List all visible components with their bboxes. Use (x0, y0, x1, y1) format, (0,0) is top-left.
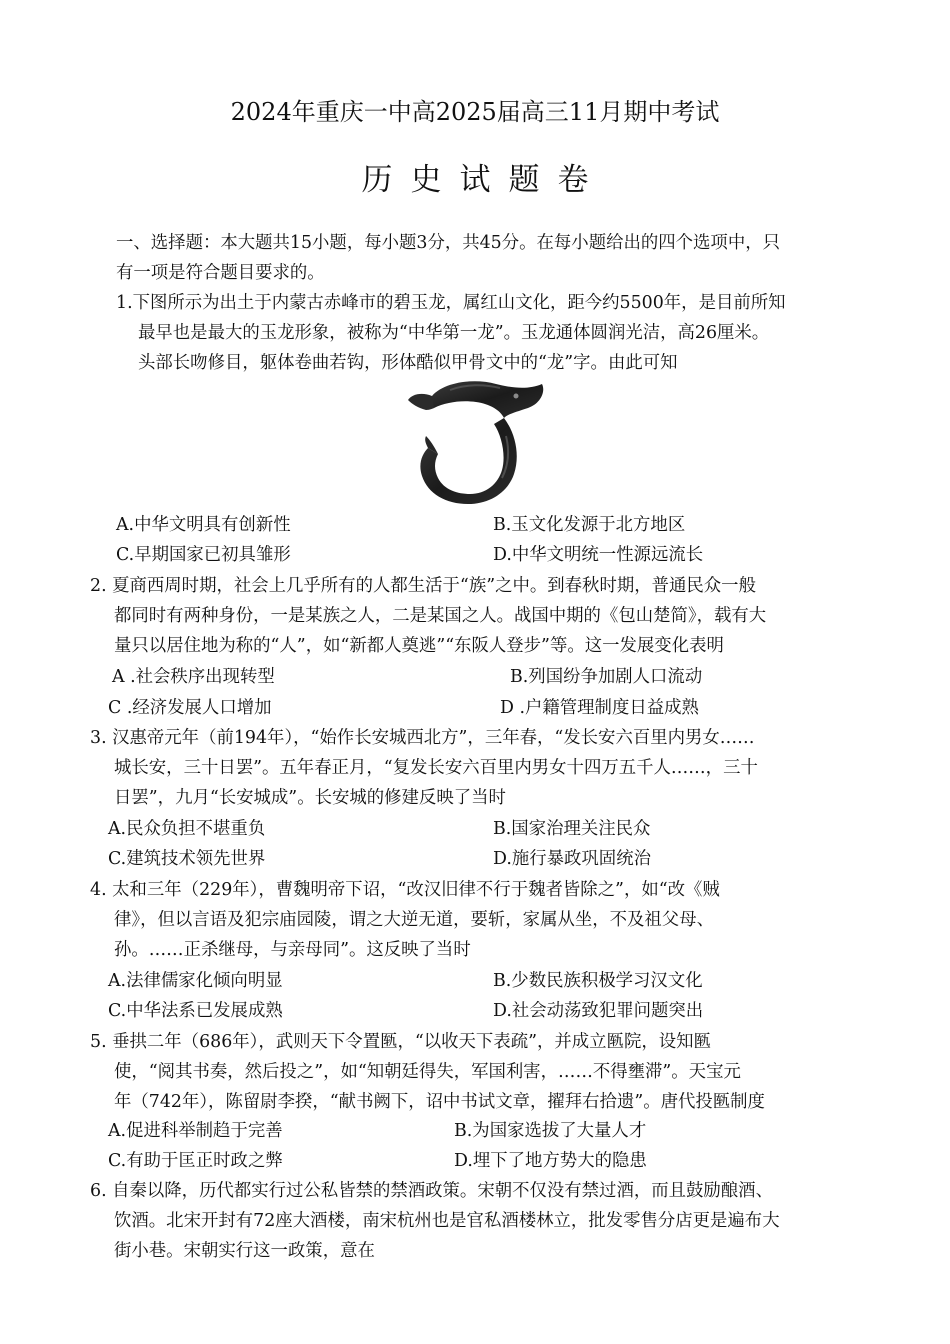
q5-line1: 5. 垂拱二年（686年），武则天下令置匦，“以收天下表疏”，并成立匦院，设知匦 (90, 1032, 711, 1052)
q4-line2: 律》，但以言语及犯宗庙园陵，谓之大逆无道，要斩，家属从坐，不及祖父母、 (114, 910, 714, 930)
q3-line2: 城长安，三十日罢”。五年春正月，“复发长安六百里内男女十四万五千人……，三十 (114, 758, 758, 778)
q1-option-d: D.中华文明统一性源远流长 (493, 545, 704, 565)
q3-option-b: B.国家治理关注民众 (493, 819, 651, 839)
q1-option-a: A.中华文明具有创新性 (116, 515, 291, 535)
q4-line1: 4. 太和三年（229年），曹魏明帝下诏，“改汉旧律不行于魏者皆除之”，如“改《贼 (90, 880, 720, 900)
q2-line2: 都同时有两种身份，一是某族之人，二是某国之人。战国中期的《包山楚简》，载有大 (114, 606, 767, 626)
q3-option-d: D.施行暴政巩固统治 (493, 849, 651, 869)
q5-option-d: D.埋下了地方势大的隐患 (454, 1151, 647, 1171)
q6-line1: 6. 自秦以降，历代都实行过公私皆禁的禁酒政策。宋朝不仅没有禁过酒，而且鼓励酿酒、 (90, 1181, 773, 1201)
q4-option-b: B.少数民族积极学习汉文化 (493, 971, 703, 991)
q3-line1: 3. 汉惠帝元年（前194年），“始作长安城西北方”，三年春，“发长安六百里内男女…… (90, 728, 755, 748)
q6-line2: 饮酒。北宋开封有72座大酒楼，南宋杭州也是官私酒楼林立，批发零售分店更是遍布大 (114, 1211, 780, 1231)
q4-line3: 孙。……正杀继母，与亲母同”。这反映了当时 (114, 940, 471, 960)
q6-line3: 街小巷。宋朝实行这一政策，意在 (114, 1241, 375, 1261)
q2-option-b: B.列国纷争加剧人口流动 (510, 667, 703, 687)
q3-line3: 日罢”，九月“长安城成”。长安城的修建反映了当时 (114, 788, 506, 808)
section-instruction-line1: 一、选择题：本大题共15小题，每小题3分，共45分。在每小题给出的四个选项中，只 (116, 233, 780, 253)
q2-option-a: A .社会秩序出现转型 (112, 667, 275, 687)
q5-option-a: A.促进科举制趋于完善 (108, 1121, 283, 1141)
q4-option-a: A.法律儒家化倾向明显 (108, 971, 283, 991)
exam-title: 2024年重庆一中高2025届高三11月期中考试 (230, 98, 720, 126)
q2-option-c: C .经济发展人口增加 (108, 698, 272, 718)
q3-option-a: A.民众负担不堪重负 (108, 819, 266, 839)
q4-option-c: C.中华法系已发展成熟 (108, 1001, 283, 1021)
q2-line3: 量只以居住地为称的“人”，如“新都人奠逃”“东阪人登步”等。这一发展变化表明 (114, 636, 724, 656)
q1-line3: 头部长吻修目，躯体卷曲若钩，形体酷似甲骨文中的“龙”字。由此可知 (138, 353, 678, 373)
q1-option-b: B.玉文化发源于北方地区 (493, 515, 686, 535)
q1-line2: 最早也是最大的玉龙形象，被称为“中华第一龙”。玉龙通体圆润光洁，高26厘米。 (138, 323, 770, 343)
section-instruction-line2: 有一项是符合题目要求的。 (116, 263, 325, 283)
subject-title: 历史试题卷 (361, 162, 607, 198)
q1-option-c: C.早期国家已初具雏形 (116, 545, 291, 565)
q2-option-d: D .户籍管理制度日益成熟 (500, 698, 699, 718)
q5-option-c: C.有助于匡正时政之弊 (108, 1151, 283, 1171)
q5-line3: 年（742年），陈留尉李揆，“献书阙下，诏中书试文章，擢拜右拾遗”。唐代投匦制度 (114, 1092, 765, 1112)
q1-line1: 1.下图所示为出土于内蒙古赤峰市的碧玉龙，属红山文化，距今约5500年，是目前所知 (116, 293, 786, 313)
q5-line2: 使，“阅其书奏，然后投之”，如“知朝廷得失，军国利害，……不得壅滞”。天宝元 (114, 1062, 741, 1082)
q4-option-d: D.社会动荡致犯罪问题突出 (493, 1001, 704, 1021)
q2-line1: 2. 夏商西周时期，社会上几乎所有的人都生活于“族”之中。到春秋时期，普通民众一般 (90, 576, 756, 596)
q5-option-b: B.为国家选拔了大量人才 (454, 1121, 647, 1141)
q3-option-c: C.建筑技术领先世界 (108, 849, 266, 869)
jade-dragon-icon (404, 374, 550, 510)
